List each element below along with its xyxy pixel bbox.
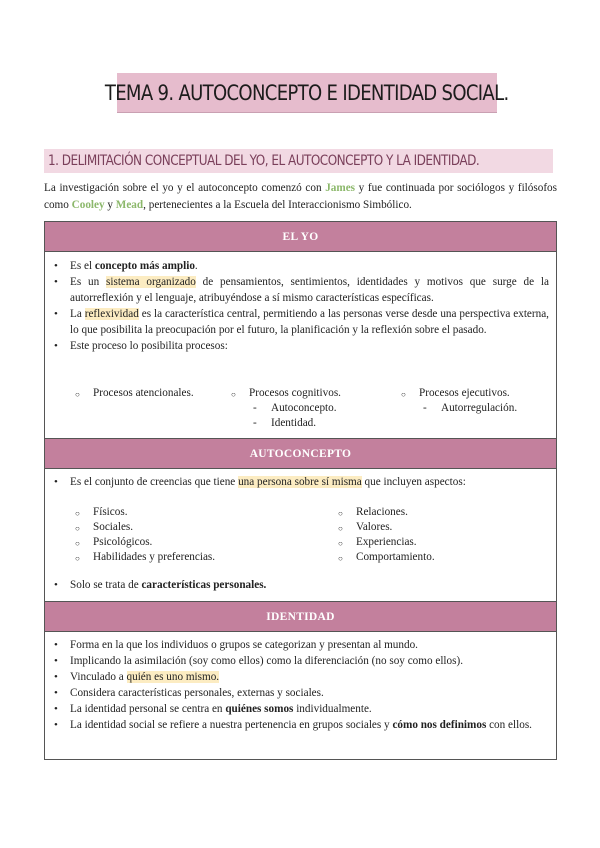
list-item: • La identidad social se refiere a nuestra pertenencia en grupos sociales y cómo nos definimos con ellos. [52, 717, 549, 733]
aspect-item: ○ Relaciones. [356, 505, 408, 520]
aspect-item: ○ Valores. [356, 520, 392, 535]
aspect-item: ○ Sociales. [93, 520, 133, 535]
sub-item: ○ Procesos ejecutivos. [419, 386, 510, 401]
aspect-item: ○ Experiencias. [356, 535, 417, 550]
autoconcepto-list [52, 474, 549, 490]
section-heading-text: 1. DELIMITACIÓN CONCEPTUAL DEL YO, EL AUTOCONCEPTO Y LA IDENTIDAD. [48, 153, 480, 169]
aspect-item: ○ Comportamiento. [356, 550, 435, 565]
list-item: • Implicando la asimilación (soy como ellos) como la diferenciación (no soy como ellos). [52, 653, 549, 669]
list-item: • La reflexividad es la característica central, permitiendo a las personas verse desde una perspectiva externa, lo que posibilita la preocupación por el futuro, la planificación y la reflexión sobre el pasado. [52, 306, 549, 338]
name-james: James [325, 182, 356, 194]
sub-sub-item: - Autoconcepto. [271, 401, 337, 416]
sub-sub-item: - Identidad. [271, 416, 316, 431]
list-item: • Es el conjunto de creencias que tiene una persona sobre sí misma que incluyen aspectos: [52, 474, 549, 490]
list-item: • Vinculado a quién es uno mismo. [52, 669, 549, 685]
aspect-item: ○ Psicológicos. [93, 535, 152, 550]
yo-header: EL YO [45, 222, 556, 251]
sub-item: ○ Procesos atencionales. [93, 386, 194, 401]
list-item: • Considera características personales, externas y sociales. [52, 685, 549, 701]
page-title-box [105, 73, 509, 113]
divider [45, 251, 556, 252]
list-item: • Es un sistema organizado de pensamientos, sentimientos, identidades y motivos que surge de la autorreflexión y el lenguaje, atribuyéndose a sí mismo características específicas. [52, 274, 549, 306]
sub-sub-item: - Autorregulación. [441, 401, 517, 416]
intro-paragraph: La investigación sobre el yo y el autoconcepto comenzó con James y fue continuada por sociólogos y filósofos como Cooley y Mead, pertenecientes a la Escuela del Interaccionismo Simbólico. [44, 182, 557, 211]
autoconcepto-list-2 [52, 577, 549, 593]
list-item: • Es el concepto más amplio. [52, 258, 549, 274]
divider [45, 631, 556, 632]
identidad-list [52, 637, 549, 733]
identidad-header: IDENTIDAD [45, 602, 556, 631]
autoconcepto-header: AUTOCONCEPTO [45, 439, 556, 468]
section-heading [44, 149, 553, 173]
list-item: • La identidad personal se centra en quiénes somos individualmente. [52, 701, 549, 717]
sub-item: ○ Procesos cognitivos. [249, 386, 341, 401]
yo-list [52, 258, 549, 354]
page-title: TEMA 9. AUTOCONCEPTO E IDENTIDAD SOCIAL. [105, 80, 509, 105]
summary-table [44, 221, 557, 760]
aspect-item: ○ Físicos. [93, 505, 128, 520]
list-item: • Forma en la que los individuos o grupos se categorizan y presentan al mundo. [52, 637, 549, 653]
divider [45, 468, 556, 469]
list-item: • Este proceso lo posibilita procesos: [52, 338, 549, 354]
name-mead: Mead [115, 199, 144, 211]
list-item: • Solo se trata de características personales. [52, 577, 549, 593]
name-cooley: Cooley [71, 199, 105, 211]
aspect-item: ○ Habilidades y preferencias. [93, 550, 215, 565]
